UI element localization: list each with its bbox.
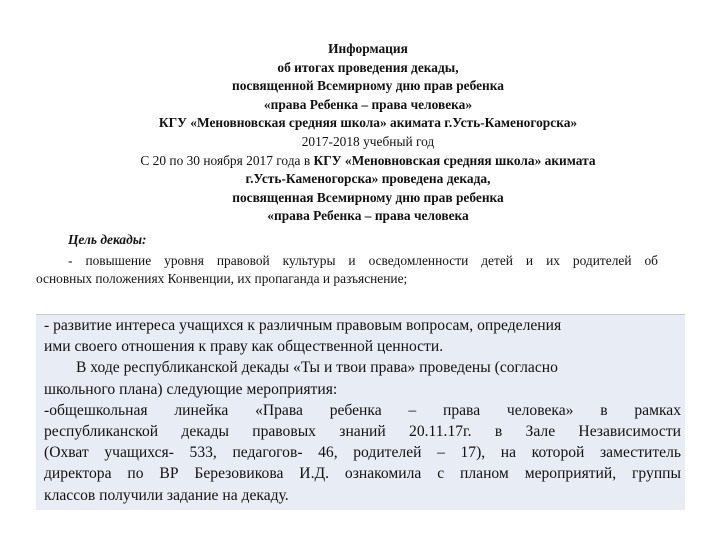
panel-line: классов получили задание на декаду.	[44, 486, 289, 504]
header-dedication-2: посвященная Всемирному дню прав ребенка	[232, 189, 504, 205]
panel-line: - развитие интереса учащихся к различным правовым вопросам, определения	[44, 317, 562, 334]
header-dates-text: С 20 по 30 ноября 2017 года в	[140, 152, 314, 168]
header-school-year: 2017-2018 учебный год	[301, 133, 435, 149]
header-motto: «права Ребенка – права человека»	[263, 96, 473, 112]
header-subtitle: об итогах проведения декады,	[277, 59, 459, 75]
panel-line: школьного плана) следующие мероприятия:	[44, 380, 338, 398]
goal-item-line-2: основных положениях Конвенции, их пропаганда и разъяснение;	[36, 271, 408, 286]
goal-item-line-1: - повышение уровня правовой культуры и осведомленности детей и их родителей об	[68, 253, 658, 268]
panel-line: -общешкольная линейка «Права ребенка – права человека» в рамках	[44, 401, 681, 419]
header-city-line: г.Усть-Каменогорска» проведена декада,	[245, 171, 491, 187]
header-dates-school: КГУ «Меновновская средняя школа» акимата	[313, 152, 596, 168]
header-title: Информация	[328, 41, 408, 56]
panel-line: В ходе республиканской декады «Ты и твои права» проведены (согласно	[76, 359, 558, 377]
header-dedication: посвященной Всемирному дню прав ребенка	[232, 78, 504, 94]
panel-line: республиканской декады правовых знаний 20.11.17г. в Зале Независимости	[44, 423, 681, 441]
goal-item	[36, 252, 658, 288]
header-dates-line	[40, 152, 696, 171]
panel-line: ими своего отношения к праву как общественной ценности.	[44, 338, 444, 356]
content-panel	[36, 314, 685, 510]
panel-line: (Охват учащихся- 533, педагогов- 46, родителей – 17), на которой заместитель	[44, 444, 681, 462]
document-header	[40, 40, 696, 226]
goal-title: Цель декады:	[68, 232, 147, 247]
panel-line: директора по ВР Березовикова И.Д. ознакомила с планом мероприятий, группы	[44, 465, 681, 483]
header-school: КГУ «Меновновская средняя школа» акимата г.Усть-Каменогорска»	[158, 115, 578, 131]
header-motto-2: «права Ребенка – права человека	[267, 208, 469, 224]
